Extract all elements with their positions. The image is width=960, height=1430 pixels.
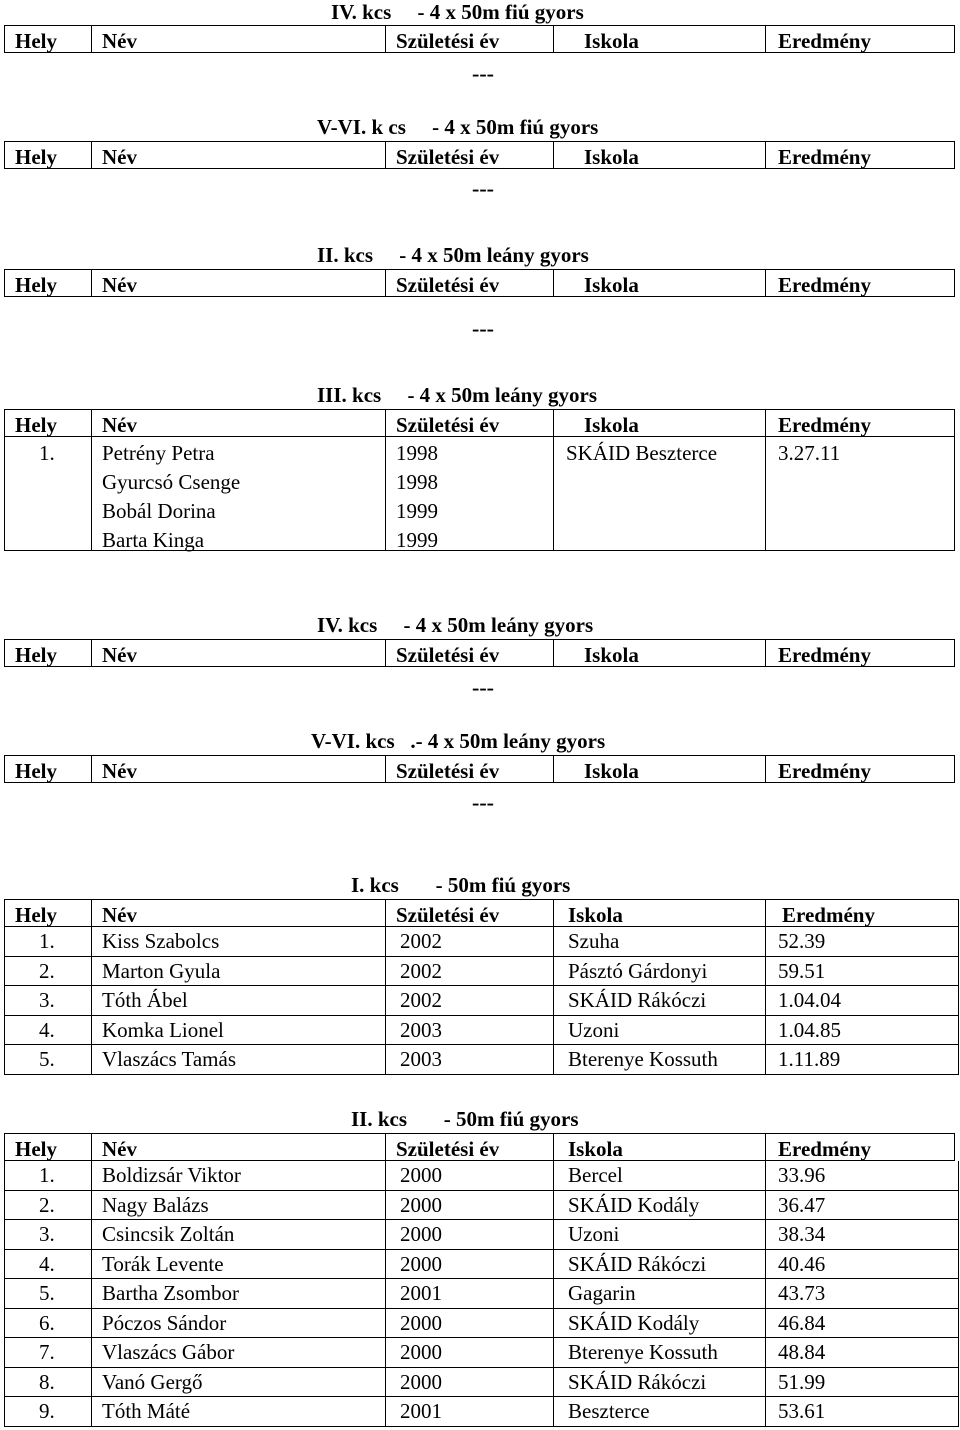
year-cell: 2000 <box>400 1369 442 1394</box>
col-iskola: Iskola <box>584 759 639 783</box>
result-cell: 3.27.11 <box>778 441 841 465</box>
table-row <box>4 986 959 1016</box>
table-header <box>4 899 959 927</box>
result-cell: 59.51 <box>778 958 826 983</box>
col-szul: Születési év <box>396 643 500 667</box>
school-cell: Bercel <box>568 1163 623 1187</box>
school-cell: SKÁID Rákóczi <box>568 988 707 1012</box>
result-cell: 46.84 <box>778 1310 826 1335</box>
school-cell: SKÁID Kodály <box>568 1192 700 1217</box>
col-hely: Hely <box>15 145 57 169</box>
table-row <box>4 1397 959 1427</box>
rank-cell: 7. <box>39 1340 55 1364</box>
school-cell: Gagarin <box>568 1281 636 1305</box>
empty-marker: --- <box>472 675 494 700</box>
swimmer-name: Bobál Dorina <box>102 499 216 523</box>
col-eredmeny: Eredmény <box>778 413 871 437</box>
col-nev: Név <box>102 145 137 169</box>
table-row <box>4 1161 959 1191</box>
result-cell: 36.47 <box>778 1192 826 1217</box>
school-cell: Szuha <box>568 929 620 953</box>
table-header <box>4 25 955 53</box>
col-iskola: Iskola <box>584 413 639 437</box>
col-eredmeny: Eredmény <box>778 759 871 783</box>
school-cell: Bterenye Kossuth <box>568 1047 718 1071</box>
result-cell: 1.11.89 <box>778 1047 841 1071</box>
name-cell: Komka Lionel <box>102 1017 224 1042</box>
section-title: I. kcs - 50m fiú gyors <box>351 873 571 897</box>
name-cell: Vanó Gergő <box>102 1369 203 1394</box>
school-cell: Uzoni <box>568 1017 620 1042</box>
name-cell: Boldizsár Viktor <box>102 1163 241 1187</box>
school-cell: Beszterce <box>568 1399 650 1423</box>
rank-cell: 4. <box>39 1017 55 1042</box>
col-szul: Születési év <box>396 1137 500 1161</box>
table-row <box>4 1250 959 1280</box>
year-cell: 2003 <box>400 1047 442 1071</box>
year-cell: 2000 <box>400 1310 442 1335</box>
col-hely: Hely <box>15 29 57 53</box>
col-szul: Születési év <box>396 413 500 437</box>
name-cell: Tóth Ábel <box>102 988 188 1012</box>
result-cell: 53.61 <box>778 1399 826 1423</box>
col-iskola: Iskola <box>584 145 639 169</box>
col-hely: Hely <box>15 413 57 437</box>
col-nev: Név <box>102 643 137 667</box>
birth-year: 1998 <box>396 470 438 494</box>
col-szul: Születési év <box>396 903 500 927</box>
table-row <box>4 1220 959 1250</box>
name-cell: Vlaszács Gábor <box>102 1340 235 1364</box>
result-cell: 40.46 <box>778 1251 826 1276</box>
col-szul: Születési év <box>396 273 500 297</box>
rank-cell: 3. <box>39 988 55 1012</box>
rank-cell: 3. <box>39 1222 55 1246</box>
birth-year: 1998 <box>396 441 438 465</box>
result-cell: 1.04.04 <box>778 988 841 1012</box>
rank-cell: 6. <box>39 1310 55 1335</box>
rank-cell: 5. <box>39 1047 55 1071</box>
col-iskola: Iskola <box>568 903 623 927</box>
col-nev: Név <box>102 29 137 53</box>
empty-marker: --- <box>472 61 494 86</box>
rank-cell: 2. <box>39 958 55 983</box>
rank-cell: 4. <box>39 1251 55 1276</box>
result-cell: 38.34 <box>778 1222 826 1246</box>
school-cell: Uzoni <box>568 1222 620 1246</box>
col-szul: Születési év <box>396 29 500 53</box>
name-cell: Csincsik Zoltán <box>102 1222 235 1246</box>
result-cell: 51.99 <box>778 1369 826 1394</box>
year-cell: 2002 <box>400 988 442 1012</box>
col-nev: Név <box>102 273 137 297</box>
table-row <box>4 1338 959 1368</box>
name-cell: Bartha Zsombor <box>102 1281 240 1305</box>
table-header <box>4 269 955 297</box>
col-eredmeny: Eredmény <box>778 145 871 169</box>
year-cell: 2001 <box>400 1399 442 1423</box>
name-cell: Nagy Balázs <box>102 1192 209 1217</box>
col-szul: Születési év <box>396 759 500 783</box>
result-cell: 43.73 <box>778 1281 826 1305</box>
table-row <box>4 1016 959 1046</box>
col-nev: Név <box>102 1137 137 1161</box>
col-nev: Név <box>102 903 137 927</box>
birth-year: 1999 <box>396 499 438 523</box>
col-eredmeny: Eredmény <box>778 643 871 667</box>
section-title: II. kcs - 4 x 50m leány gyors <box>317 243 589 267</box>
year-cell: 2000 <box>400 1163 442 1187</box>
empty-marker: --- <box>472 316 494 341</box>
birth-year: 1999 <box>396 528 438 552</box>
table-row <box>4 1045 959 1075</box>
col-eredmeny: Eredmény <box>778 273 871 297</box>
col-iskola: Iskola <box>568 1137 623 1161</box>
table-row <box>4 1309 959 1339</box>
section-title: V-VI. kcs .- 4 x 50m leány gyors <box>311 729 606 753</box>
school-cell: Bterenye Kossuth <box>568 1340 718 1364</box>
result-cell: 48.84 <box>778 1340 826 1364</box>
name-cell: Tóth Máté <box>102 1399 191 1423</box>
col-iskola: Iskola <box>584 29 639 53</box>
rank-cell: 2. <box>39 1192 55 1217</box>
rank-cell: 1. <box>39 929 55 953</box>
table-row <box>4 1368 959 1398</box>
swimmer-name: Barta Kinga <box>102 528 205 552</box>
school-cell: SKÁID Rákóczi <box>568 1251 707 1276</box>
year-cell: 2000 <box>400 1251 442 1276</box>
result-cell: 33.96 <box>778 1163 826 1187</box>
year-cell: 2000 <box>400 1340 442 1364</box>
empty-marker: --- <box>472 176 494 201</box>
section-title: III. kcs - 4 x 50m leány gyors <box>317 383 598 407</box>
name-cell: Kiss Szabolcs <box>102 929 220 953</box>
year-cell: 2003 <box>400 1017 442 1042</box>
col-eredmeny: Eredmény <box>782 903 875 927</box>
school-cell: SKÁID Kodály <box>568 1310 700 1335</box>
year-cell: 2002 <box>400 958 442 983</box>
table-header <box>4 141 955 169</box>
rank-cell: 1. <box>39 441 55 465</box>
col-eredmeny: Eredmény <box>778 29 871 53</box>
table-row <box>4 1279 959 1309</box>
name-cell: Póczos Sándor <box>102 1310 227 1335</box>
school-cell: SKÁID Rákóczi <box>568 1369 707 1394</box>
school-cell: Pásztó Gárdonyi <box>568 958 708 983</box>
col-hely: Hely <box>15 1137 57 1161</box>
result-cell: 52.39 <box>778 929 826 953</box>
col-iskola: Iskola <box>584 643 639 667</box>
year-cell: 2002 <box>400 929 442 953</box>
rank-cell: 9. <box>39 1399 55 1423</box>
col-szul: Születési év <box>396 145 500 169</box>
section-title: II. kcs - 50m fiú gyors <box>351 1107 579 1131</box>
section-title: IV. kcs - 4 x 50m fiú gyors <box>331 0 584 24</box>
result-cell: 1.04.85 <box>778 1017 841 1042</box>
rank-cell: 1. <box>39 1163 55 1187</box>
swimmer-name: Gyurcsó Csenge <box>102 470 241 494</box>
year-cell: 2001 <box>400 1281 442 1305</box>
name-cell: Marton Gyula <box>102 958 221 983</box>
year-cell: 2000 <box>400 1192 442 1217</box>
col-hely: Hely <box>15 903 57 927</box>
table-header <box>4 755 955 783</box>
col-nev: Név <box>102 413 137 437</box>
col-hely: Hely <box>15 273 57 297</box>
table-row <box>4 927 959 957</box>
name-cell: Torák Levente <box>102 1251 224 1276</box>
col-nev: Név <box>102 759 137 783</box>
table-header <box>4 1133 955 1161</box>
col-iskola: Iskola <box>584 273 639 297</box>
table-row <box>4 957 959 987</box>
col-eredmeny: Eredmény <box>778 1137 871 1161</box>
school-cell: SKÁID Beszterce <box>566 441 718 465</box>
rank-cell: 8. <box>39 1369 55 1394</box>
col-hely: Hely <box>15 759 57 783</box>
table-header <box>4 409 955 437</box>
empty-marker: --- <box>472 790 494 815</box>
table-header <box>4 639 955 667</box>
table-row <box>4 1191 959 1221</box>
year-cell: 2000 <box>400 1222 442 1246</box>
swimmer-name: Petrény Petra <box>102 441 215 465</box>
section-title: IV. kcs - 4 x 50m leány gyors <box>317 613 594 637</box>
relay-entry-row <box>4 437 955 551</box>
name-cell: Vlaszács Tamás <box>102 1047 237 1071</box>
section-title: V-VI. k cs - 4 x 50m fiú gyors <box>317 115 599 139</box>
rank-cell: 5. <box>39 1281 55 1305</box>
col-hely: Hely <box>15 643 57 667</box>
